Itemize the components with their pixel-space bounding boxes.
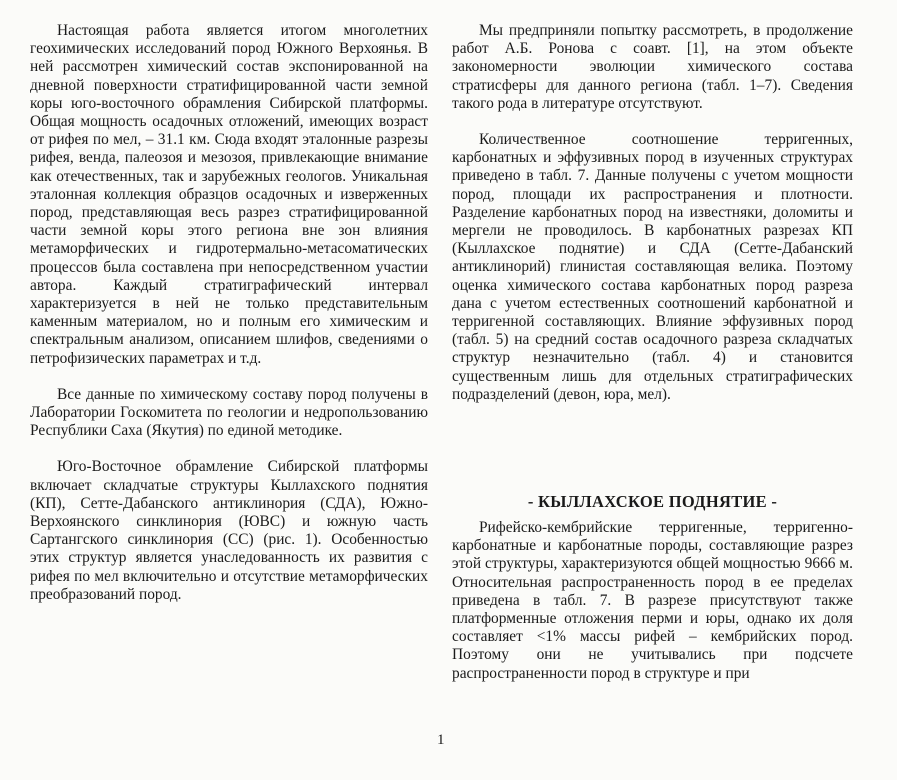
paragraph-intro: Настоящая работа является итогом многолетних геохимических исследований пород Южного Верхоянья. В ней рассмотрен химический состав экспонированной на дневной поверхности стратифицированной части земной коры юго-восточного обрамления Сибирской платформы. Общая мощность осадочных отложений, имеющих возраст от рифея по мел, – 31.1 км. Сюда входят эталонные разрезы рифея, венда, палеозоя и мезозоя, привлекающие внимание как отечественных, так и зарубежных геологов. Уникальная эталонная коллекция образцов осадочных и изверженных пород, представляющая весь разрез стратифицированной части земной коры этого региона вне зон влияния метаморфических и гидротермально-метасоматических процессов была составлена при непосредственном участии автора. Каждый стратиграфический интервал характеризуется в ней не только представительным каменным материалом, но и полным его химическим и спектральным анализом, описанием шлифов, сведениями о петрофизических параметрах и т.д. [30,22,428,367]
paragraph-kyllakh: Рифейско-кембрийские терригенные, терригенно-карбонатные и карбонатные породы, составляющие разрез этой структуры, характеризуются общей мощностью 9666 м. Относительная распространенность пород в ее пределах приведена в табл. 7. В разрезе присутствуют также платформенные отложения перми и юры, однако их доля составляет <1% массы рифей – кембрийских пород. Поэтому они не учитывались при подсчете распространенности пород в структуре и при [452,519,853,682]
left-column [30,22,428,622]
right-column-section [452,519,853,701]
paragraph-structures: Юго-Восточное обрамление Сибирской платформы включает складчатые структуры Кыллахского поднятия (КП), Сетте-Дабанского антиклинория (СДА), Южно-Верхоянского синклинория (ЮВС) и южную часть Сартангского синклинория (СС) (рис. 1). Особенностью этих структур является унаследованность их развития с рифея по мел включительно и отсутствие метаморфических преобразований пород. [30,458,428,603]
paragraph-quantitative: Количественное соотношение терригенных, карбонатных и эффузивных пород в изученных структурах приведено в табл. 7. Данные получены с учетом мощности пород, площади их распространения и плотности. Разделение карбонатных пород на известняки, доломиты и мергели не проводилось. В карбонатных разрезах КП (Кыллахское поднятие) и СДА (Сетте-Дабанский антиклинорий) глинистая составляющая велика. Поэтому оценка химического состава карбонатных пород разреза дана с учетом естественных соотношений карбонатной и терригенной составляющих. Влияние эффузивных пород (табл. 5) на средний состав осадочного разреза складчатых структур незначительно (табл. 4) и становится существенным лишь для отдельных стратиграфических подразделений (девон, юра, мел). [452,131,853,403]
page-number: 1 [437,732,445,748]
section-heading: - КЫЛЛАХСКОЕ ПОДНЯТИЕ - [527,492,778,511]
right-column [452,22,853,422]
paragraph-lab-data: Все данные по химическому составу пород получены в Лаборатории Госкомитета по геологии и недропользованию Республики Саха (Якутия) по единой методике. [30,385,428,440]
paragraph-attempt: Мы предприняли попытку рассмотреть, в продолжение работ А.Б. Ронова с соавт. [1], на этом объекте закономерности эволюции химического состава стратисферы для данного региона (табл. 1–7). Сведения такого рода в литературе отсутствуют. [452,22,853,112]
